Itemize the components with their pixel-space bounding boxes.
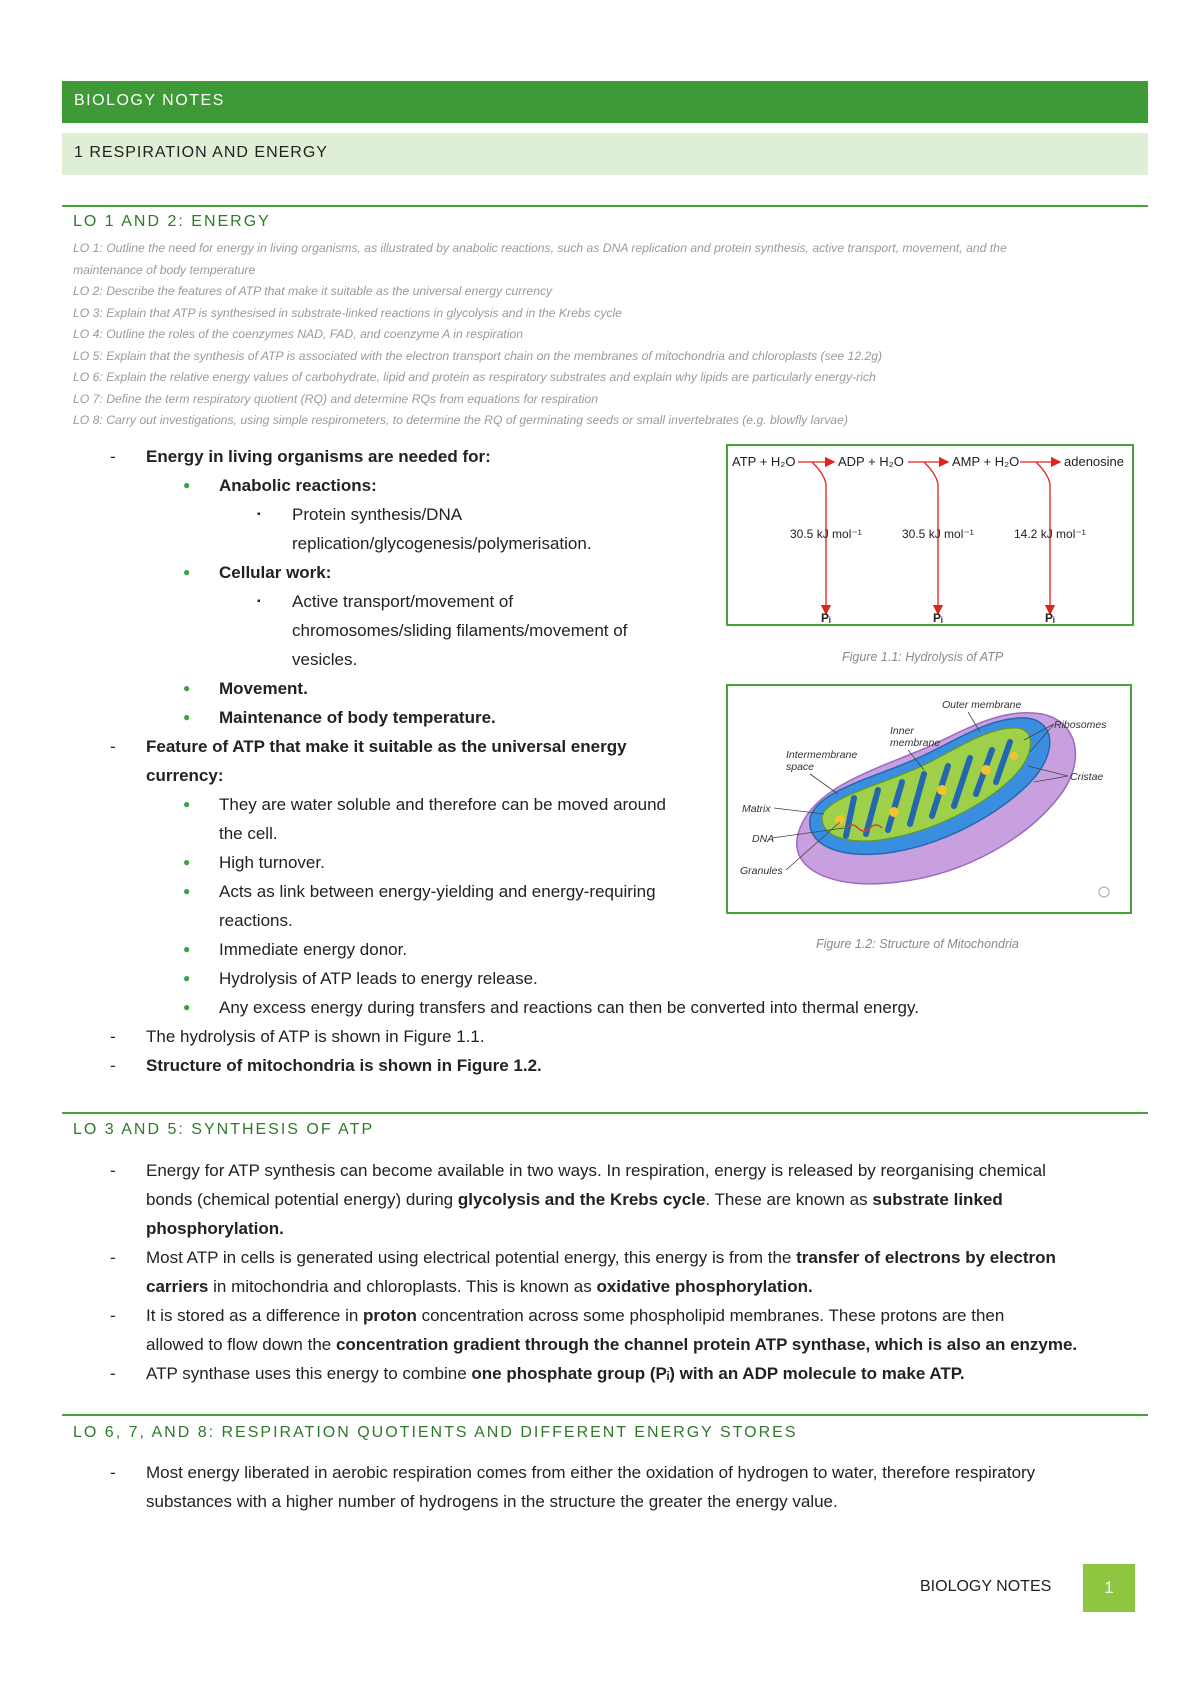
list-item: Immediate energy donor. — [219, 940, 408, 959]
list-item: allowed to flow down the concentration gradient through the channel protein ATP synthase, which is also an enzyme. — [146, 1335, 1078, 1354]
granule — [835, 815, 845, 825]
page-number: 1 — [1083, 1564, 1135, 1612]
dash-marker: - — [110, 737, 116, 756]
granule — [889, 807, 899, 817]
objective-line: LO 4: Outline the roles of the coenzymes NAD, FAD, and coenzyme A in respiration — [73, 327, 524, 341]
list-item: Feature of ATP that make it suitable as the universal energy — [146, 737, 627, 756]
dash-marker: - — [110, 447, 116, 466]
label-matrix: Matrix — [742, 803, 771, 815]
section-divider — [62, 1414, 1148, 1416]
section-divider — [62, 205, 1148, 207]
bullet-square: ▪ — [257, 509, 261, 520]
list-item: replication/glycogenesis/polymerisation. — [292, 534, 592, 553]
bullet-dot: ● — [183, 681, 191, 695]
list-item: phosphorylation. — [146, 1219, 284, 1238]
objective-line: LO 3: Explain that ATP is synthesised in substrate-linked reactions in glycolysis and in the Krebs cycle — [73, 305, 622, 320]
section-title-energy: LO 1 AND 2: ENERGY — [73, 213, 271, 230]
list-item: Most ATP in cells is generated using electrical potential energy, this energy is from the transfer of electrons by electron — [146, 1248, 1056, 1267]
label-dna: DNA — [752, 833, 775, 845]
bullet-dot: ● — [183, 478, 191, 492]
bullet-dot: ● — [183, 884, 191, 898]
section-title-synthesis: LO 3 AND 5: SYNTHESIS OF ATP — [73, 1121, 375, 1138]
objective-line: LO 5: Explain that the synthesis of ATP is associated with the electron transport chain on the membranes of mitochondria and chloroplasts (see 12.2g) — [73, 348, 883, 363]
figure-caption-atp: Figure 1.1: Hydrolysis of ATP — [842, 650, 1004, 664]
list-item: chromosomes/sliding filaments/movement of — [292, 621, 628, 640]
objective-line: LO 8: Carry out investigations, using simple respirometers, to determine the RQ of germinating seeds or small invertebrates (e.g. blowfly larvae) — [73, 413, 848, 427]
energy-label: 30.5 kJ mol⁻¹ — [790, 527, 862, 541]
dash-marker: - — [110, 1056, 116, 1075]
list-item: The hydrolysis of ATP is shown in Figure 1.1. — [146, 1027, 485, 1046]
bullet-square: ▪ — [257, 596, 261, 607]
phosphate-label: Pᵢ — [821, 611, 831, 624]
list-item: Acts as link between energy-yielding and energy-requiring — [219, 882, 656, 901]
node-amp: AMP + H₂O — [952, 454, 1020, 469]
list-item: currency: — [146, 766, 224, 785]
node-atp: ATP + H₂O — [732, 454, 796, 469]
mitochondria-diagram — [728, 686, 1130, 912]
bullet-dot: ● — [183, 1000, 191, 1014]
list-item: It is stored as a difference in proton concentration across some phospholipid membranes. These protons are then — [146, 1306, 1005, 1325]
label-outer-membrane: Outer membrane — [942, 699, 1022, 711]
granule — [981, 765, 991, 775]
atp-hydrolysis-figure — [726, 444, 1134, 626]
label-intermembrane-space: space — [786, 761, 815, 773]
label-cristae: Cristae — [1070, 771, 1104, 783]
list-item: reactions. — [219, 911, 293, 930]
objective-line: LO 7: Define the term respiratory quotient (RQ) and determine RQs from equations for respiration — [73, 391, 598, 406]
dash-marker: - — [110, 1463, 116, 1482]
node-adenosine: adenosine — [1064, 454, 1124, 469]
list-item: Active transport/movement of — [292, 592, 514, 611]
list-item: High turnover. — [219, 853, 325, 872]
bullet-dot: ● — [183, 855, 191, 869]
bullet-dot: ● — [183, 797, 191, 811]
dash-marker: - — [110, 1364, 116, 1383]
label-intermembrane-space: Intermembrane — [786, 749, 858, 761]
section-title-respiration-quotients: LO 6, 7, AND 8: RESPIRATION QUOTIENTS AND DIFFERENT ENERGY STORES — [73, 1424, 798, 1441]
list-item: Cellular work: — [219, 563, 332, 582]
label-ribosomes: Ribosomes — [1054, 719, 1107, 731]
list-item: vesicles. — [292, 650, 358, 669]
energy-label: 30.5 kJ mol⁻¹ — [902, 527, 974, 541]
watermark-icon — [1099, 887, 1109, 897]
list-item: Protein synthesis/DNA — [292, 505, 463, 524]
label-inner-membrane: Inner — [890, 725, 914, 737]
figure-caption-mitochondria: Figure 1.2: Structure of Mitochondria — [816, 937, 1019, 951]
label-inner-membrane: membrane — [890, 737, 941, 749]
objective-line: LO 6: Explain the relative energy values of carbohydrate, lipid and protein as respiratory substrates and explain why lipids are particularly energy-rich — [73, 370, 876, 384]
list-item: Movement. — [219, 679, 308, 698]
list-item: Most energy liberated in aerobic respiration comes from either the oxidation of hydrogen to water, therefore respiratory — [146, 1463, 1036, 1482]
mitochondria-figure — [726, 684, 1132, 914]
section-divider — [62, 1112, 1148, 1114]
granule — [937, 785, 947, 795]
list-item: Energy in living organisms are needed for: — [146, 447, 491, 466]
bullet-dot: ● — [183, 942, 191, 956]
document-title: BIOLOGY NOTES — [74, 92, 225, 109]
bullet-dot: ● — [183, 565, 191, 579]
node-adp: ADP + H₂O — [838, 454, 904, 469]
objective-line: LO 2: Describe the features of ATP that make it suitable as the universal energy currency — [73, 284, 553, 298]
phosphate-label: Pᵢ — [933, 611, 943, 624]
phosphate-label: Pᵢ — [1045, 611, 1055, 624]
list-item: the cell. — [219, 824, 278, 843]
learning-objectives — [73, 238, 1143, 432]
list-item: Anabolic reactions: — [219, 476, 377, 495]
dash-marker: - — [110, 1027, 116, 1046]
document-header — [62, 81, 1148, 123]
atp-hydrolysis-diagram — [728, 446, 1132, 624]
bullet-dot: ● — [183, 971, 191, 985]
chapter-header — [62, 133, 1148, 175]
list-item: Structure of mitochondria is shown in Figure 1.2. — [146, 1056, 542, 1075]
dash-marker: - — [110, 1306, 116, 1325]
list-item: carriers in mitochondria and chloroplasts. This is known as oxidative phosphorylation. — [146, 1277, 813, 1296]
list-item: ATP synthase uses this energy to combine one phosphate group (Pᵢ) with an ADP molecule to make ATP. — [146, 1364, 965, 1383]
label-granules: Granules — [740, 865, 783, 877]
footer-label: BIOLOGY NOTES — [920, 1578, 1052, 1595]
dash-marker: - — [110, 1248, 116, 1267]
granule — [1010, 752, 1018, 760]
list-item: They are water soluble and therefore can be moved around — [219, 795, 666, 814]
list-item: Any excess energy during transfers and reactions can then be converted into thermal energy. — [219, 998, 919, 1017]
objective-line: maintenance of body temperature — [73, 262, 256, 277]
dash-marker: - — [110, 1161, 116, 1180]
list-item: Energy for ATP synthesis can become available in two ways. In respiration, energy is released by reorganising chemical — [146, 1161, 1046, 1180]
objective-line: LO 1: Outline the need for energy in living organisms, as illustrated by anabolic reactions, such as DNA replication and protein synthesis, active transport, movement, and the — [73, 241, 1007, 255]
bullet-dot: ● — [183, 710, 191, 724]
list-item: bonds (chemical potential energy) during glycolysis and the Krebs cycle. These are known as substrate linked — [146, 1190, 1003, 1209]
list-item: substances with a higher number of hydrogens in the structure the greater the energy value. — [146, 1492, 838, 1511]
energy-label: 14.2 kJ mol⁻¹ — [1014, 527, 1086, 541]
list-item: Hydrolysis of ATP leads to energy release. — [219, 969, 538, 988]
list-item: Maintenance of body temperature. — [219, 708, 496, 727]
chapter-title: 1 RESPIRATION AND ENERGY — [74, 144, 328, 161]
